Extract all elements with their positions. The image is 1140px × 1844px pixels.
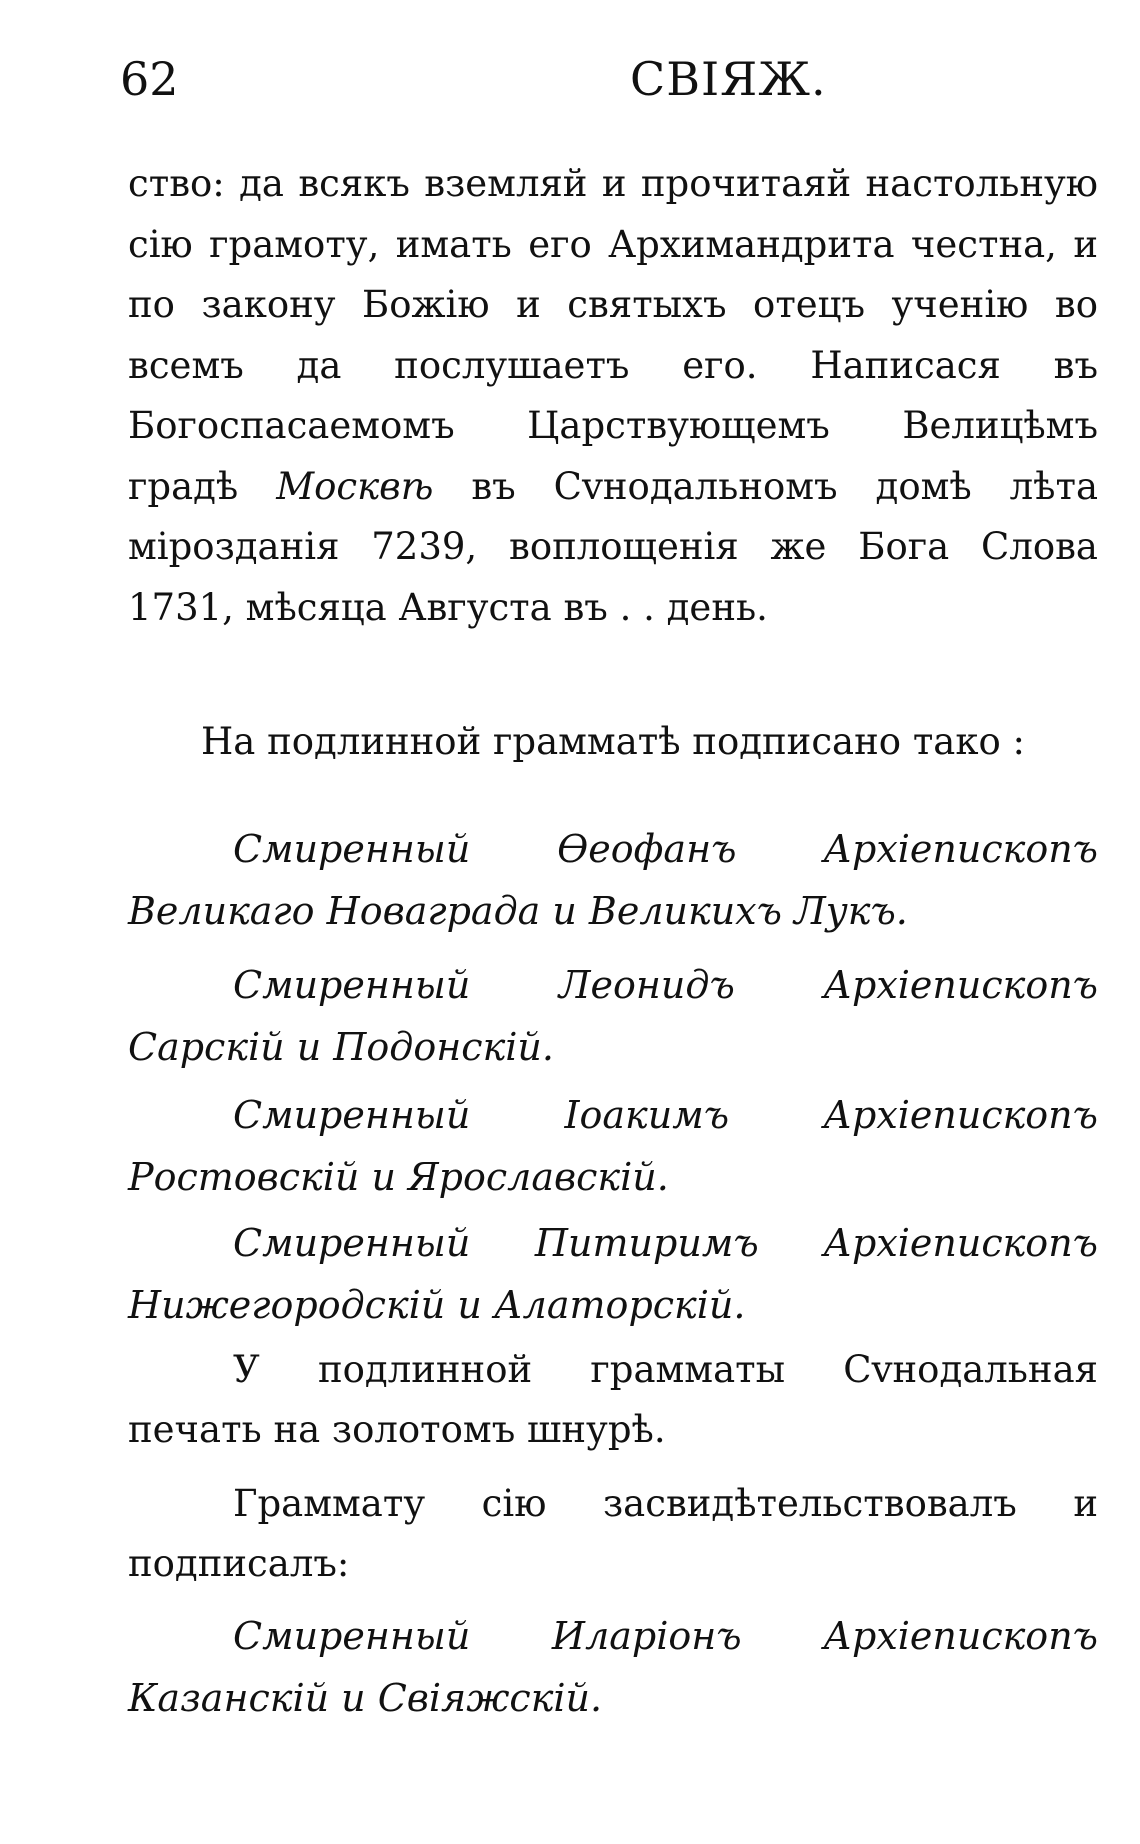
signature-illarion: Смиренный Иларіонъ Архіепископъ Казанскій и Свіяжскій. bbox=[128, 1614, 1098, 1720]
paragraph-text-start: ство: да всякъ вземляй и прочитаяй настольную сію грамоту, имать его Архимандрита честна, и по закону Божію и святыхъ отецъ ученію во всемъ да послушаетъ его. Написася въ Богоспасаемомъ Царствующемъ Велицѣмъ градѣ bbox=[128, 162, 1098, 508]
city-name: Москвѣ bbox=[276, 464, 434, 508]
paragraph-text-end: въ Сvнодальномъ домѣ лѣта мірозданія 7239, воплощенія же Бога Слова 1731, мѣсяца Августа въ . . день. bbox=[128, 464, 1099, 629]
running-head: СВІЯЖ. bbox=[630, 52, 827, 106]
seal-note: У подлинной грамматы Сvнодальная печать на золотомъ шнурѣ. bbox=[128, 1348, 1098, 1451]
witness-note: Граммату сію засвидѣтельствовалъ и подписалъ: bbox=[128, 1482, 1098, 1585]
charter-closing-paragraph bbox=[128, 154, 1098, 638]
signature-pitirim: Смиренный Питиримъ Архіепископъ Нижегородскій и Алаторскій. bbox=[128, 1221, 1098, 1327]
page-header bbox=[120, 52, 1080, 112]
signature-leonid: Смиренный Леонидъ Архіепископъ Сарскій и Подонскій. bbox=[128, 963, 1098, 1069]
page-number: 62 bbox=[120, 52, 179, 106]
signature-feofan: Смиренный Ѳеофанъ Архіепископъ Великаго Новаграда и Великихъ Лукъ. bbox=[128, 827, 1098, 933]
signature-ioakim: Смиренный Іоакимъ Архіепископъ Ростовскій и Ярославскій. bbox=[128, 1093, 1098, 1199]
signatures-caption: На подлинной грамматѣ подписано тако : bbox=[201, 720, 1025, 763]
